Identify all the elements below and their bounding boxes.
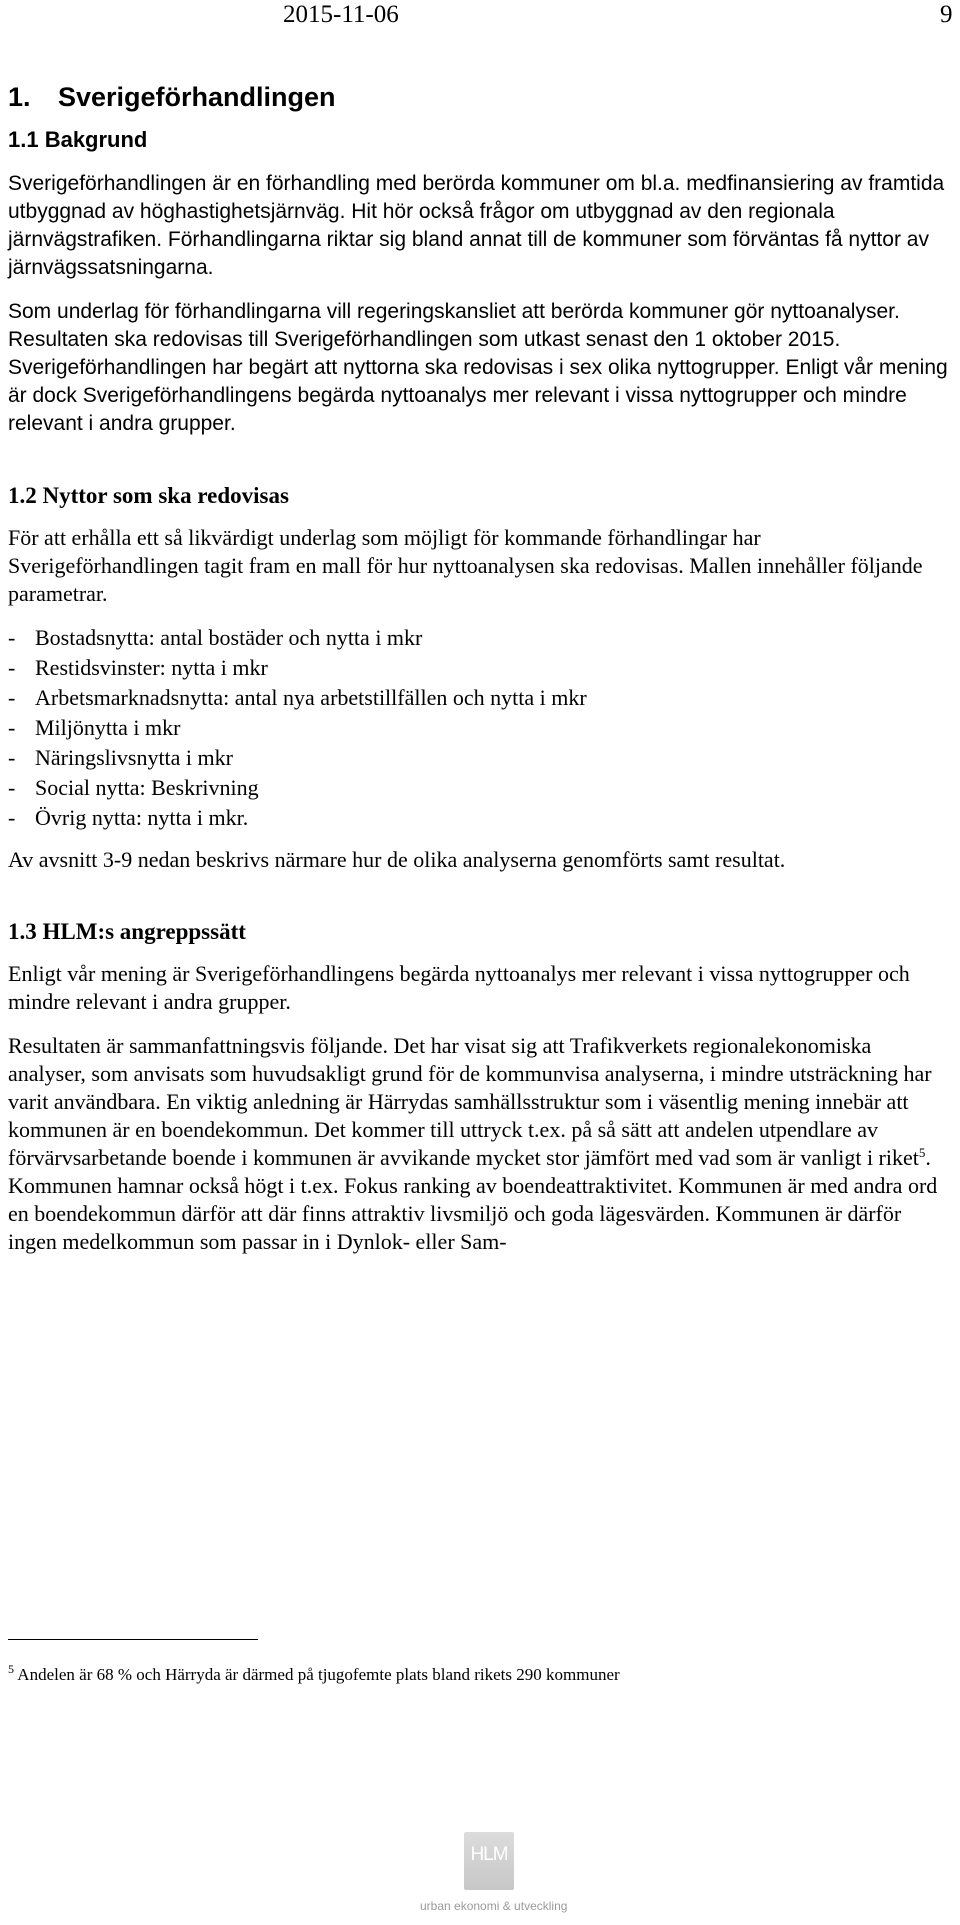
section-1-title	[8, 82, 953, 112]
section-1-title-text: Sverigeförhandlingen	[58, 82, 336, 112]
list-item-text: Restidsvinster: nytta i mkr	[35, 655, 268, 680]
background-paragraph-2: Som underlag för förhandlingarna vill regeringskansliet att berörda kommuner gör nyttoanalyser. Resultaten ska redovisas till Sverigeförhandlingen som utkast senast den 1 oktober 2015. Sverigeförhandlingen har begärt att nyttorna ska redovisas i sex olika nyttogrupper. Enligt vår mening är dock Sverigeförhandlingens begärda nyttoanalys mer relevant i vissa nyttogrupper och mindre relevant i andra grupper.	[8, 300, 948, 435]
list-dash: -	[8, 625, 16, 650]
approach-paragraph-2-part-2: . Kommunen hamnar också högt i t.ex. Fokus ranking av boendeattraktivitet. Kommunen är med andra ord en boendekommun därför att där finns attraktiv livsmiljö och goda lägesvärden. Kommunen är därför ingen medelkommun som passar in i Dynlok- eller Sam-	[8, 1145, 938, 1254]
background-paragraph-1: Sverigeförhandlingen är en förhandling med berörda kommuner om bl.a. medfinansiering av framtida utbyggnad av höghastighetsjärnväg. Hit hör också frågor om utbyggnad av den regionala järnvägstrafiken. Förhandlingarna riktar sig bland annat till de kommuner som förväntas få nyttor av järnvägssatsningarna.	[8, 172, 945, 279]
list-dash: -	[8, 685, 16, 710]
list-item-text: Arbetsmarknadsnytta: antal nya arbetstillfällen och nytta i mkr	[35, 685, 587, 710]
benefits-outro-paragraph: Av avsnitt 3-9 nedan beskrivs närmare hur de olika analyserna genomförts samt resultat.	[8, 847, 786, 872]
list-item	[8, 714, 953, 742]
footnote	[8, 1664, 620, 1686]
benefits-intro-paragraph: För att erhålla ett så likvärdigt underlag som möjligt för kommande förhandlingar har Sverigeförhandlingen tagit fram en mall för hur nyttoanalysen ska redovisas. Mallen innehåller följande parametrar.	[8, 525, 923, 606]
footnote-number: 5	[8, 1662, 14, 1676]
footnote-text: Andelen är 68 % och Härryda är därmed på tjugofemte plats bland rikets 290 kommuner	[14, 1665, 620, 1684]
page-number: 9	[940, 1, 953, 28]
section-1-number: 1.	[8, 82, 31, 112]
section-1-3-heading: 1.3 HLM:s angreppssätt	[8, 919, 246, 944]
approach-paragraph-2-part-1: Resultaten är sammanfattningsvis följande. Det har visat sig att Trafikverkets regionalekonomiska analyser, som anvisats som huvudsakligt grund för de kommunvisa analyserna, i mindre utsträckning har varit användbara. En viktig anledning är Härrydas samhällsstruktur som i väsentlig mening innebär att kommunen är en boendekommun. Det kommer till uttryck t.ex. på så sätt att andelen utpendlare av förvärvsarbetande boende i kommunen är avvikande mycket stor jämfört med vad som är vanligt i riket	[8, 1033, 932, 1170]
footnote-divider	[8, 1639, 258, 1640]
approach-paragraph-1: Enligt vår mening är Sverigeförhandlingens begärda nyttoanalys mer relevant i vissa nyttogrupper och mindre relevant i andra grupper.	[8, 961, 910, 1014]
list-dash: -	[8, 715, 16, 740]
section-1-2	[8, 482, 953, 874]
hlm-logo	[420, 1832, 568, 1925]
hlm-logo-mark	[464, 1832, 514, 1890]
list-item	[8, 744, 953, 772]
list-dash: -	[8, 745, 16, 770]
page-content	[8, 82, 953, 1256]
list-dash: -	[8, 775, 16, 800]
list-item-text: Social nytta: Beskrivning	[35, 775, 259, 800]
list-item	[8, 654, 953, 682]
section-1-1	[8, 126, 953, 438]
list-item-text: Övrig nytta: nytta i mkr.	[35, 805, 249, 830]
list-item-text: Miljönytta i mkr	[35, 715, 181, 740]
section-1-3	[8, 918, 953, 1256]
section-1-2-heading: 1.2 Nyttor som ska redovisas	[8, 483, 289, 508]
list-item	[8, 774, 953, 802]
list-item	[8, 804, 953, 832]
hlm-logo-text: HLM	[470, 1844, 508, 1865]
list-item-text: Bostadsnytta: antal bostäder och nytta i mkr	[35, 625, 423, 650]
parameter-list	[8, 624, 953, 832]
hlm-logo-tagline: urban ekonomi & utveckling	[420, 1899, 568, 1913]
list-dash: -	[8, 805, 16, 830]
list-item	[8, 624, 953, 652]
list-item-text: Näringslivsnytta i mkr	[35, 745, 233, 770]
approach-paragraph-2	[8, 1032, 953, 1256]
list-dash: -	[8, 655, 16, 680]
list-item	[8, 684, 953, 712]
header-date: 2015-11-06	[283, 1, 399, 28]
section-1-1-heading: 1.1 Bakgrund	[8, 127, 148, 152]
footnote-reference[interactable]: 5	[918, 1145, 926, 1160]
